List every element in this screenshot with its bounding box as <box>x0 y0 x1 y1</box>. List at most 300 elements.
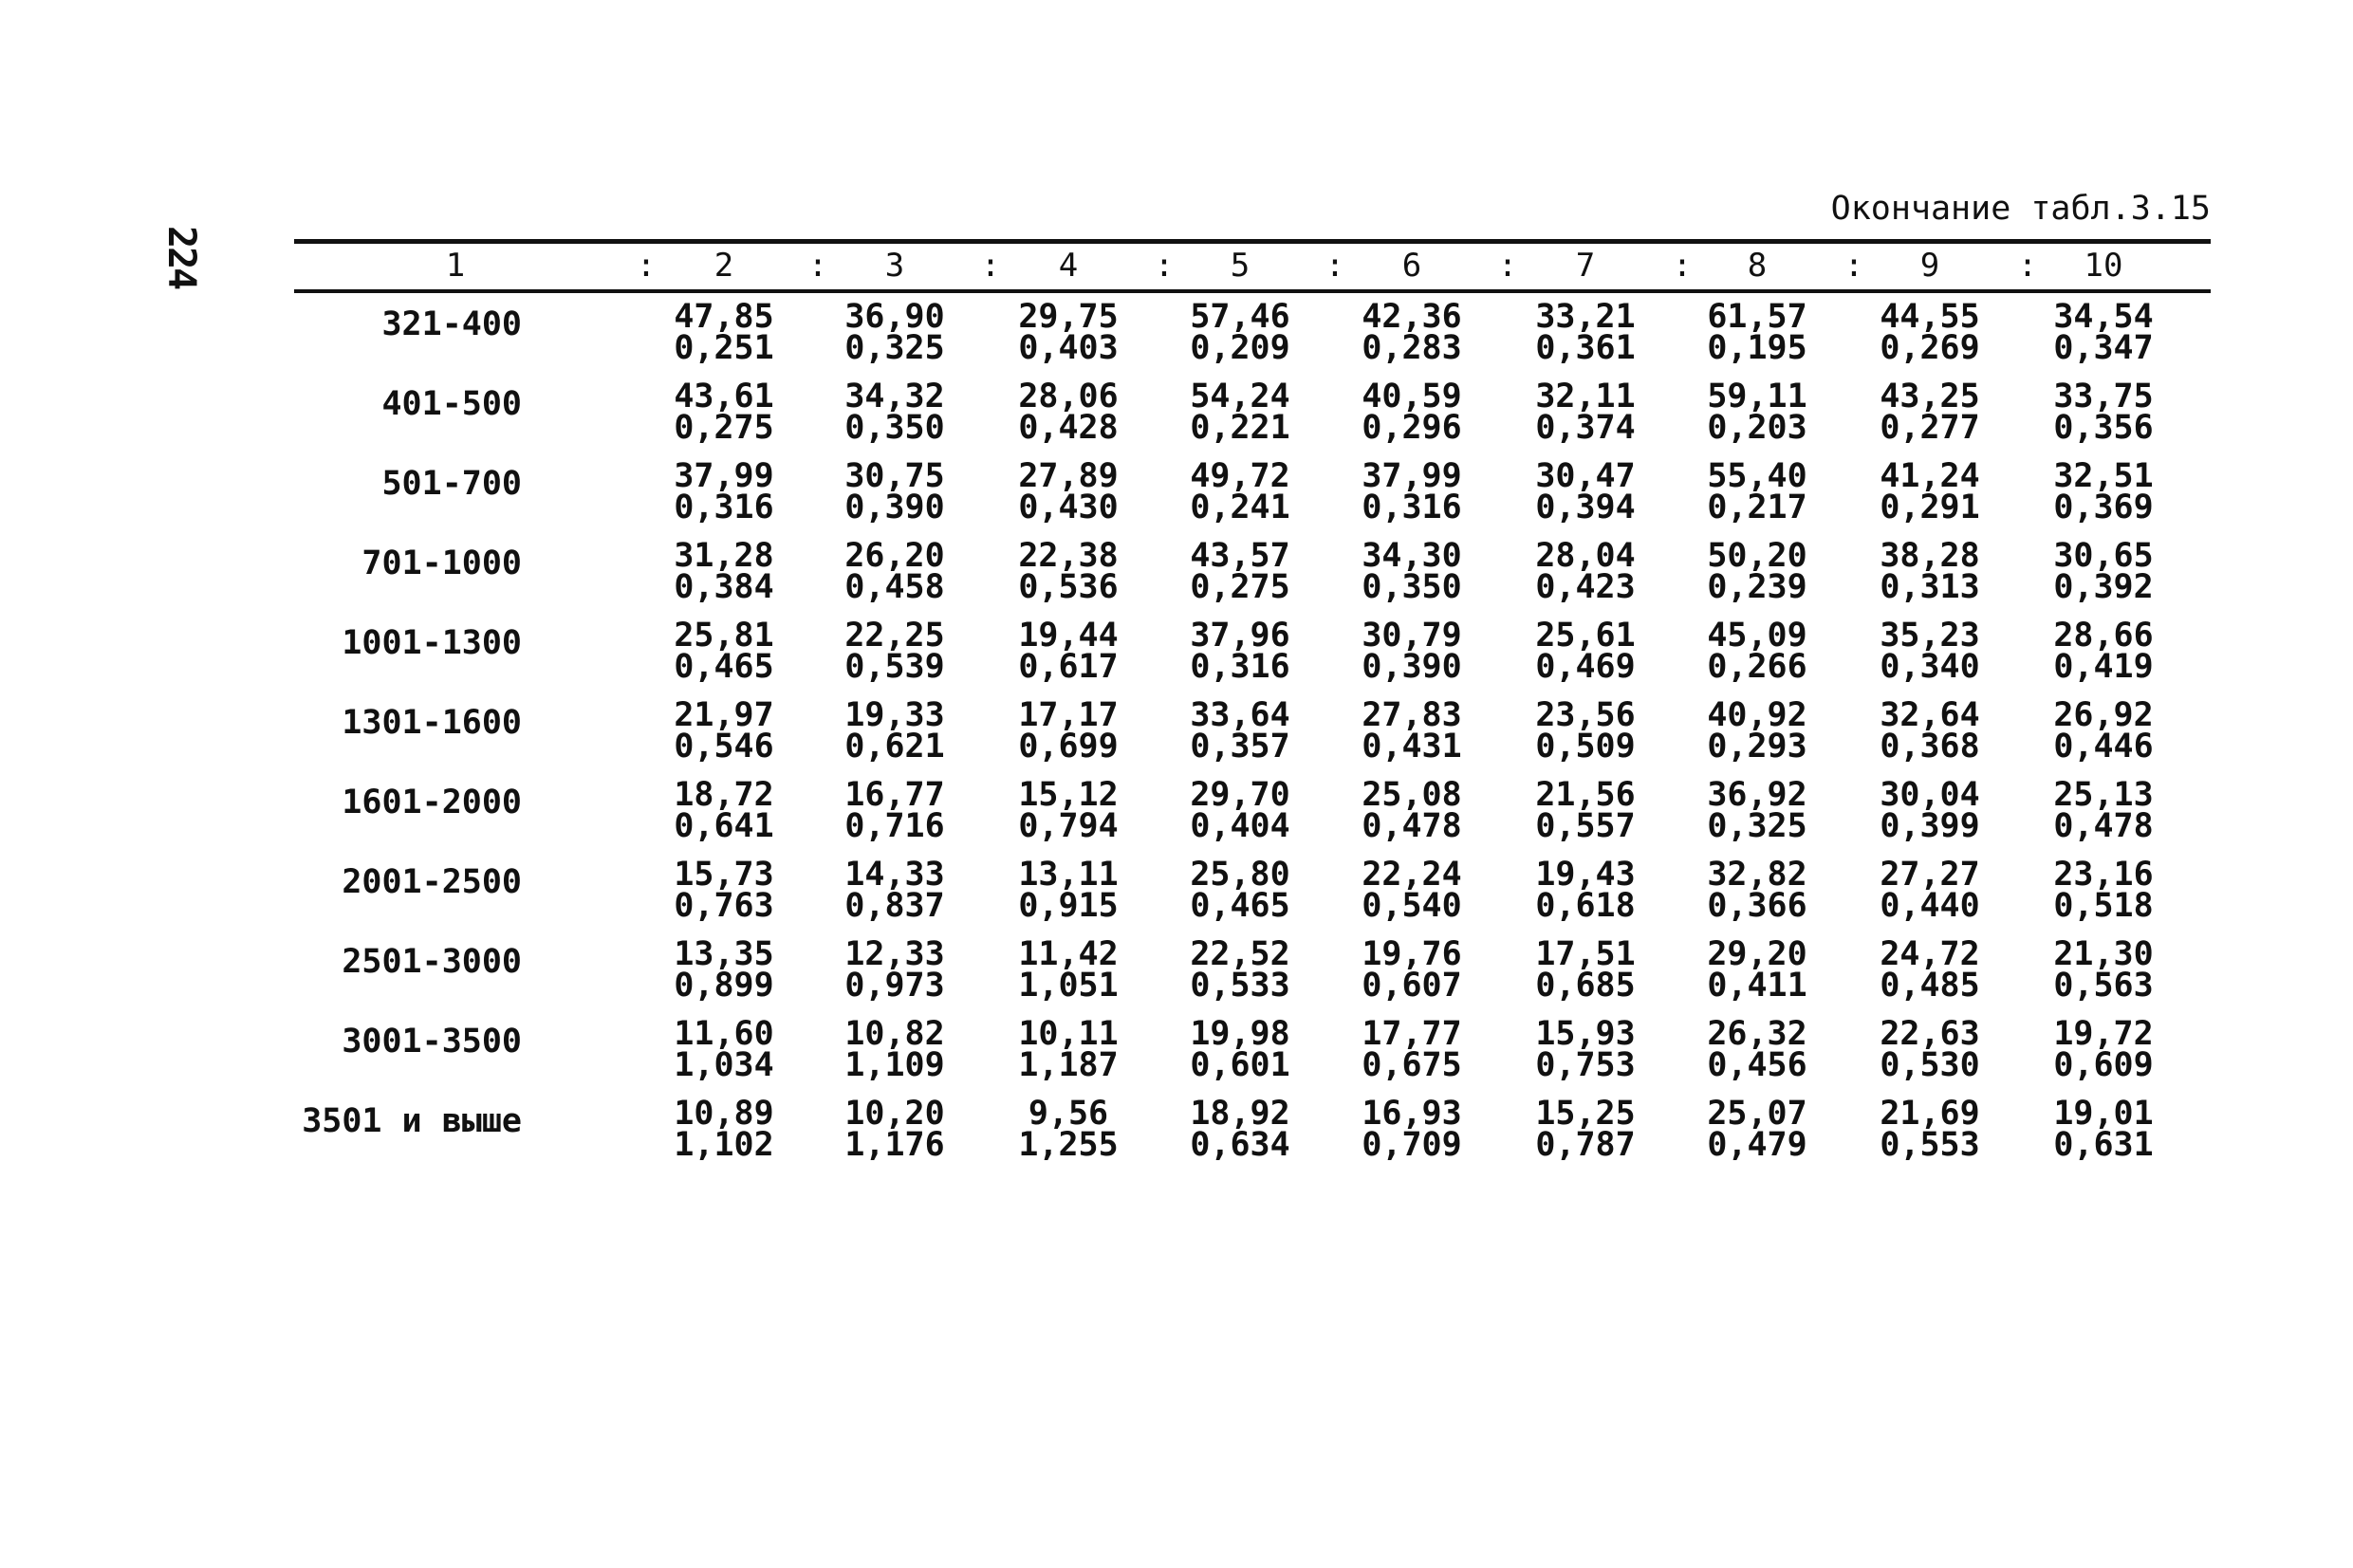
table-cell <box>2051 378 2156 447</box>
cell-value-upper: 15,93 <box>1535 1015 1636 1053</box>
cell-value-upper: 15,12 <box>1018 776 1119 814</box>
cell-value-upper: 28,04 <box>1535 537 1636 575</box>
cell-value-lower: 0,675 <box>1362 1046 1462 1084</box>
cell-value-upper: 27,83 <box>1362 696 1462 734</box>
table-cell <box>843 856 947 925</box>
cell-value-lower: 1,102 <box>674 1126 774 1164</box>
column-separator: : <box>636 247 657 285</box>
cell-value-lower: 0,357 <box>1190 728 1290 766</box>
cell-value-upper: 49,72 <box>1190 457 1290 495</box>
cell-value-lower: 0,446 <box>2053 728 2154 766</box>
cell-value-lower: 0,399 <box>1880 807 1980 845</box>
cell-value-lower: 0,540 <box>1362 887 1462 925</box>
table-cell <box>1705 1095 1809 1164</box>
cell-value-lower: 1,051 <box>1018 967 1119 1005</box>
cell-value-lower: 0,203 <box>1707 409 1807 447</box>
table-cell <box>1533 776 1638 845</box>
table-cell <box>1016 696 1121 766</box>
table-cell <box>1016 1095 1121 1164</box>
column-separator: : <box>1843 247 1864 285</box>
table-cell <box>1533 696 1638 766</box>
cell-value-lower: 0,316 <box>1190 648 1290 686</box>
table-row <box>294 457 2211 541</box>
column-separator: : <box>2017 247 2038 285</box>
cell-value-upper: 59,11 <box>1707 378 1807 415</box>
cell-value-upper: 32,82 <box>1707 856 1807 894</box>
table-row <box>294 378 2211 461</box>
cell-value-lower: 0,478 <box>1362 807 1462 845</box>
cell-value-lower: 0,347 <box>2053 329 2154 367</box>
cell-value-upper: 13,11 <box>1018 856 1119 894</box>
row-label: 701-1000 <box>361 544 522 582</box>
cell-value-upper: 29,75 <box>1018 298 1119 336</box>
cell-value-lower: 0,369 <box>2053 489 2154 526</box>
column-header-10: 10 <box>2084 247 2123 285</box>
table-cell <box>2051 696 2156 766</box>
cell-value-upper: 16,93 <box>1362 1095 1462 1133</box>
table-cell <box>1360 776 1464 845</box>
column-header-5: 5 <box>1230 247 1251 285</box>
cell-value-upper: 57,46 <box>1190 298 1290 336</box>
column-header-3: 3 <box>884 247 905 285</box>
cell-value-upper: 34,54 <box>2053 298 2154 336</box>
cell-value-lower: 0,374 <box>1535 409 1636 447</box>
cell-value-lower: 0,275 <box>674 409 774 447</box>
cell-value-lower: 0,275 <box>1190 568 1290 606</box>
cell-value-lower: 0,557 <box>1535 807 1636 845</box>
cell-value-upper: 55,40 <box>1707 457 1807 495</box>
table-row <box>294 776 2211 859</box>
table-cell <box>1705 378 1809 447</box>
cell-value-lower: 0,350 <box>844 409 945 447</box>
cell-value-upper: 13,35 <box>674 935 774 973</box>
cell-value-lower: 0,411 <box>1707 967 1807 1005</box>
table-cell <box>1360 1015 1464 1084</box>
cell-value-upper: 43,25 <box>1880 378 1980 415</box>
cell-value-upper: 21,56 <box>1535 776 1636 814</box>
cell-value-lower: 0,465 <box>1190 887 1290 925</box>
cell-value-lower: 0,465 <box>674 648 774 686</box>
cell-value-upper: 15,73 <box>674 856 774 894</box>
cell-value-lower: 0,403 <box>1018 329 1119 367</box>
row-label: 321-400 <box>381 305 522 343</box>
cell-value-lower: 0,601 <box>1190 1046 1290 1084</box>
cell-value-upper: 22,52 <box>1190 935 1290 973</box>
table-cell <box>672 776 776 845</box>
row-label: 1001-1300 <box>342 624 522 662</box>
cell-value-upper: 26,20 <box>844 537 945 575</box>
cell-value-upper: 21,69 <box>1880 1095 1980 1133</box>
cell-value-upper: 47,85 <box>674 298 774 336</box>
cell-value-lower: 0,609 <box>2053 1046 2154 1084</box>
cell-value-upper: 25,80 <box>1190 856 1290 894</box>
cell-value-upper: 21,30 <box>2053 935 2154 973</box>
cell-value-lower: 0,423 <box>1535 568 1636 606</box>
cell-value-lower: 0,394 <box>1535 489 1636 526</box>
cell-value-lower: 0,419 <box>2053 648 2154 686</box>
cell-value-lower: 0,277 <box>1880 409 1980 447</box>
table-cell <box>1533 298 1638 367</box>
table-cell <box>1188 378 1292 447</box>
cell-value-lower: 0,699 <box>1018 728 1119 766</box>
cell-value-upper: 25,08 <box>1362 776 1462 814</box>
cell-value-lower: 1,255 <box>1018 1126 1119 1164</box>
column-separator: : <box>1154 247 1175 285</box>
table-cell <box>1360 856 1464 925</box>
cell-value-upper: 17,51 <box>1535 935 1636 973</box>
cell-value-lower: 0,195 <box>1707 329 1807 367</box>
table-cell <box>843 457 947 526</box>
table-cell <box>1360 378 1464 447</box>
table-cell <box>1878 457 1982 526</box>
cell-value-lower: 0,546 <box>674 728 774 766</box>
table-cell <box>1360 1095 1464 1164</box>
cell-value-lower: 0,618 <box>1535 887 1636 925</box>
cell-value-upper: 10,89 <box>674 1095 774 1133</box>
table-cell <box>1188 856 1292 925</box>
table-cell <box>1360 696 1464 766</box>
cell-value-upper: 44,55 <box>1880 298 1980 336</box>
cell-value-upper: 19,98 <box>1190 1015 1290 1053</box>
cell-value-lower: 0,340 <box>1880 648 1980 686</box>
table-cell <box>2051 617 2156 686</box>
page-number: 224 <box>159 226 203 289</box>
cell-value-lower: 0,428 <box>1018 409 1119 447</box>
cell-value-lower: 0,283 <box>1362 329 1462 367</box>
cell-value-lower: 0,313 <box>1880 568 1980 606</box>
table-cell <box>1360 537 1464 606</box>
table-cell <box>843 935 947 1005</box>
table-cell <box>1878 1095 1982 1164</box>
table-header-rule <box>294 289 2211 293</box>
column-header-2: 2 <box>713 247 734 285</box>
cell-value-lower: 0,291 <box>1880 489 1980 526</box>
table-cell <box>1016 776 1121 845</box>
cell-value-lower: 0,478 <box>2053 807 2154 845</box>
table-cell <box>1533 935 1638 1005</box>
table-cell <box>2051 1095 2156 1164</box>
table-cell <box>843 298 947 367</box>
cell-value-upper: 38,28 <box>1880 537 1980 575</box>
cell-value-lower: 0,469 <box>1535 648 1636 686</box>
cell-value-lower: 0,316 <box>674 489 774 526</box>
column-separator: : <box>807 247 828 285</box>
cell-value-upper: 31,28 <box>674 537 774 575</box>
cell-value-lower: 0,794 <box>1018 807 1119 845</box>
cell-value-upper: 18,92 <box>1190 1095 1290 1133</box>
table-row <box>294 617 2211 700</box>
cell-value-upper: 21,97 <box>674 696 774 734</box>
row-label: 2001-2500 <box>342 863 522 901</box>
row-label: 2501-3000 <box>342 943 522 981</box>
cell-value-lower: 0,325 <box>844 329 945 367</box>
cell-value-upper: 14,33 <box>844 856 945 894</box>
table-cell <box>2051 935 2156 1005</box>
cell-value-lower: 0,266 <box>1707 648 1807 686</box>
cell-value-upper: 22,24 <box>1362 856 1462 894</box>
cell-value-lower: 0,384 <box>674 568 774 606</box>
cell-value-upper: 40,59 <box>1362 378 1462 415</box>
cell-value-upper: 22,63 <box>1880 1015 1980 1053</box>
cell-value-upper: 32,64 <box>1880 696 1980 734</box>
cell-value-lower: 0,536 <box>1018 568 1119 606</box>
cell-value-upper: 16,77 <box>844 776 945 814</box>
cell-value-lower: 0,787 <box>1535 1126 1636 1164</box>
cell-value-upper: 45,09 <box>1707 617 1807 655</box>
cell-value-upper: 10,11 <box>1018 1015 1119 1053</box>
cell-value-upper: 19,44 <box>1018 617 1119 655</box>
cell-value-lower: 0,617 <box>1018 648 1119 686</box>
cell-value-lower: 0,709 <box>1362 1126 1462 1164</box>
cell-value-upper: 24,72 <box>1880 935 1980 973</box>
cell-value-lower: 0,763 <box>674 887 774 925</box>
row-label: 501-700 <box>381 465 522 503</box>
column-separator: : <box>1497 247 1518 285</box>
cell-value-upper: 23,56 <box>1535 696 1636 734</box>
table-cell <box>1188 1015 1292 1084</box>
table-cell <box>1533 457 1638 526</box>
table-cell <box>1016 298 1121 367</box>
cell-value-upper: 33,75 <box>2053 378 2154 415</box>
cell-value-lower: 0,563 <box>2053 967 2154 1005</box>
cell-value-lower: 0,269 <box>1880 329 1980 367</box>
cell-value-upper: 50,20 <box>1707 537 1807 575</box>
table-cell <box>1705 935 1809 1005</box>
cell-value-upper: 12,33 <box>844 935 945 973</box>
table-cell <box>672 696 776 766</box>
column-separator: : <box>1325 247 1345 285</box>
table-header-row <box>294 247 2211 286</box>
table-cell <box>1705 537 1809 606</box>
table-cell <box>1188 617 1292 686</box>
cell-value-upper: 32,11 <box>1535 378 1636 415</box>
cell-value-lower: 0,753 <box>1535 1046 1636 1084</box>
cell-value-lower: 1,034 <box>674 1046 774 1084</box>
cell-value-lower: 0,390 <box>1362 648 1462 686</box>
cell-value-upper: 25,13 <box>2053 776 2154 814</box>
table-cell <box>672 378 776 447</box>
cell-value-upper: 25,81 <box>674 617 774 655</box>
cell-value-lower: 0,368 <box>1880 728 1980 766</box>
table-cell <box>1878 935 1982 1005</box>
table-cell <box>1878 856 1982 925</box>
table-cell <box>672 1095 776 1164</box>
table-cell <box>843 776 947 845</box>
cell-value-lower: 0,641 <box>674 807 774 845</box>
table-cell <box>2051 776 2156 845</box>
cell-value-upper: 30,79 <box>1362 617 1462 655</box>
cell-value-lower: 0,431 <box>1362 728 1462 766</box>
table-cell <box>1016 856 1121 925</box>
cell-value-upper: 30,04 <box>1880 776 1980 814</box>
cell-value-lower: 0,366 <box>1707 887 1807 925</box>
row-label: 3501 и выше <box>302 1102 522 1140</box>
cell-value-upper: 26,92 <box>2053 696 2154 734</box>
table-cell <box>843 1015 947 1084</box>
cell-value-lower: 0,356 <box>2053 409 2154 447</box>
table-cell <box>2051 457 2156 526</box>
cell-value-lower: 0,458 <box>844 568 945 606</box>
table-cell <box>1878 537 1982 606</box>
table-cell <box>1533 617 1638 686</box>
table-cell <box>843 617 947 686</box>
cell-value-upper: 40,92 <box>1707 696 1807 734</box>
table-cell <box>1533 856 1638 925</box>
row-label: 3001-3500 <box>342 1023 522 1061</box>
table-cell <box>1360 617 1464 686</box>
table-row <box>294 1015 2211 1098</box>
cell-value-upper: 27,27 <box>1880 856 1980 894</box>
cell-value-lower: 0,837 <box>844 887 945 925</box>
cell-value-lower: 0,530 <box>1880 1046 1980 1084</box>
cell-value-upper: 22,25 <box>844 617 945 655</box>
table-cell <box>1705 617 1809 686</box>
table-cell <box>2051 856 2156 925</box>
cell-value-upper: 30,75 <box>844 457 945 495</box>
table-cell <box>1705 776 1809 845</box>
cell-value-upper: 27,89 <box>1018 457 1119 495</box>
table-cell <box>843 537 947 606</box>
cell-value-upper: 17,77 <box>1362 1015 1462 1053</box>
cell-value-upper: 19,33 <box>844 696 945 734</box>
cell-value-lower: 0,915 <box>1018 887 1119 925</box>
cell-value-upper: 25,61 <box>1535 617 1636 655</box>
cell-value-lower: 0,221 <box>1190 409 1290 447</box>
table-cell <box>1878 298 1982 367</box>
cell-value-upper: 34,30 <box>1362 537 1462 575</box>
cell-value-upper: 17,17 <box>1018 696 1119 734</box>
table-cell <box>1016 1015 1121 1084</box>
cell-value-upper: 29,70 <box>1190 776 1290 814</box>
cell-value-upper: 41,24 <box>1880 457 1980 495</box>
table-cell <box>1188 537 1292 606</box>
cell-value-lower: 0,607 <box>1362 967 1462 1005</box>
table-cell <box>1360 935 1464 1005</box>
table-cell <box>1705 696 1809 766</box>
cell-value-lower: 0,973 <box>844 967 945 1005</box>
cell-value-lower: 0,296 <box>1362 409 1462 447</box>
table-top-rule <box>294 239 2211 244</box>
cell-value-lower: 0,685 <box>1535 967 1636 1005</box>
cell-value-upper: 33,64 <box>1190 696 1290 734</box>
cell-value-upper: 37,99 <box>674 457 774 495</box>
row-label: 401-500 <box>381 385 522 423</box>
cell-value-upper: 35,23 <box>1880 617 1980 655</box>
cell-value-lower: 0,361 <box>1535 329 1636 367</box>
cell-value-lower: 0,430 <box>1018 489 1119 526</box>
cell-value-lower: 0,251 <box>674 329 774 367</box>
cell-value-lower: 1,187 <box>1018 1046 1119 1084</box>
table-cell <box>843 1095 947 1164</box>
table-cell <box>672 856 776 925</box>
table-cell <box>672 298 776 367</box>
table-cell <box>1188 935 1292 1005</box>
table-row <box>294 298 2211 381</box>
cell-value-upper: 42,36 <box>1362 298 1462 336</box>
cell-value-lower: 0,217 <box>1707 489 1807 526</box>
cell-value-upper: 36,90 <box>844 298 945 336</box>
table-cell <box>1188 1095 1292 1164</box>
cell-value-upper: 9,56 <box>1028 1095 1109 1133</box>
cell-value-lower: 0,899 <box>674 967 774 1005</box>
cell-value-upper: 33,21 <box>1535 298 1636 336</box>
row-label: 1601-2000 <box>342 784 522 821</box>
cell-value-lower: 1,176 <box>844 1126 945 1164</box>
cell-value-lower: 0,479 <box>1707 1126 1807 1164</box>
cell-value-upper: 11,60 <box>674 1015 774 1053</box>
table-cell <box>1188 457 1292 526</box>
cell-value-upper: 30,47 <box>1535 457 1636 495</box>
cell-value-upper: 10,20 <box>844 1095 945 1133</box>
cell-value-upper: 22,38 <box>1018 537 1119 575</box>
cell-value-upper: 36,92 <box>1707 776 1807 814</box>
table-cell <box>2051 1015 2156 1084</box>
cell-value-lower: 0,518 <box>2053 887 2154 925</box>
cell-value-lower: 0,241 <box>1190 489 1290 526</box>
cell-value-upper: 19,01 <box>2053 1095 2154 1133</box>
table-caption: Окончание табл.3.15 <box>1830 190 2211 228</box>
cell-value-upper: 43,57 <box>1190 537 1290 575</box>
table-cell <box>672 1015 776 1084</box>
table-row <box>294 537 2211 620</box>
table-cell <box>1878 378 1982 447</box>
table-cell <box>1188 696 1292 766</box>
table-cell <box>1188 776 1292 845</box>
cell-value-upper: 61,57 <box>1707 298 1807 336</box>
column-header-1: 1 <box>445 247 466 285</box>
row-label: 1301-1600 <box>342 704 522 742</box>
table-cell <box>1878 696 1982 766</box>
column-separator: : <box>1672 247 1693 285</box>
table-cell <box>1016 537 1121 606</box>
cell-value-lower: 0,621 <box>844 728 945 766</box>
table-cell <box>1188 298 1292 367</box>
table-cell <box>1016 617 1121 686</box>
cell-value-upper: 10,82 <box>844 1015 945 1053</box>
cell-value-lower: 0,392 <box>2053 568 2154 606</box>
cell-value-lower: 0,533 <box>1190 967 1290 1005</box>
table-cell <box>1360 298 1464 367</box>
cell-value-lower: 0,509 <box>1535 728 1636 766</box>
table-cell <box>1360 457 1464 526</box>
column-header-8: 8 <box>1747 247 1768 285</box>
cell-value-upper: 25,07 <box>1707 1095 1807 1133</box>
table-cell <box>1705 1015 1809 1084</box>
table-cell <box>1878 617 1982 686</box>
cell-value-upper: 43,61 <box>674 378 774 415</box>
cell-value-lower: 0,316 <box>1362 489 1462 526</box>
table-cell <box>1016 457 1121 526</box>
cell-value-upper: 23,16 <box>2053 856 2154 894</box>
cell-value-upper: 28,06 <box>1018 378 1119 415</box>
cell-value-lower: 0,634 <box>1190 1126 1290 1164</box>
cell-value-lower: 0,209 <box>1190 329 1290 367</box>
cell-value-upper: 26,32 <box>1707 1015 1807 1053</box>
column-header-6: 6 <box>1401 247 1422 285</box>
table-cell <box>843 696 947 766</box>
cell-value-lower: 0,390 <box>844 489 945 526</box>
cell-value-upper: 37,96 <box>1190 617 1290 655</box>
table-cell <box>1016 378 1121 447</box>
table-cell <box>1878 776 1982 845</box>
cell-value-upper: 29,20 <box>1707 935 1807 973</box>
table-cell <box>2051 298 2156 367</box>
cell-value-upper: 34,32 <box>844 378 945 415</box>
table-row <box>294 696 2211 780</box>
table-cell <box>2051 537 2156 606</box>
cell-value-lower: 1,109 <box>844 1046 945 1084</box>
table-cell <box>1533 1015 1638 1084</box>
